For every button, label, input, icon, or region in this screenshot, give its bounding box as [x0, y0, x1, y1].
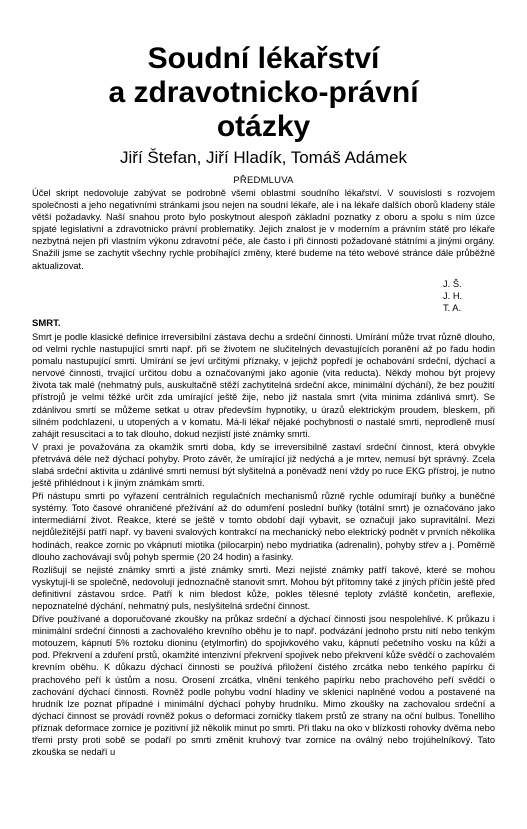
title-line-1: Soudní lékařství: [147, 42, 380, 75]
body-paragraph-2: V praxi je považována za okamžik smrti doba, kdy se irreversibilně zastaví srdeční činnost, která obvykle přetrvává déle než dýchací pohyby. Proto závěr, že umírající již nedýchá a je mrtev, nemusí být správný. Zcela slabá srdeční aktivita u zdánlivé smrti nemusí být slyšitelná a poněvadž není vždy po ruce EKG přístroj, je nutno ještě přihlédnout i k jiným známkám smrti.: [32, 441, 495, 489]
title-line-3: otázky: [216, 110, 311, 143]
body-paragraph-5: Dříve používané a doporučované zkoušky na průkaz srdeční a dýchací činnosti jsou nespolehlivé. K průkazu i minimální srdeční činnosti a zachovalého krevního oběhu je to např. podvázání jednoho prstu nití nebo tenkým motouzem, kápnutí 5% roztoku dioninu (etylmorfin) do spojivkového vaku, kápnutí pečetního vosku na kůži a pod. Překrvení a zduření prstů, okamžité intenzivní překrvení spojivek nebo překrvení kůže svědčí o zachovalém krevním oběhu. K důkazu dýchací činnosti se používá přiložení čistého zrcátka nebo tenkého papírku či prachového peří k ústům a nosu. Orosení zrcátka, vlnění tenkého papírku nebo prachového peří svědčí o zachování dýchací činnosti. Rovněž podle pohybu vodní hladiny ve sklenici naplněné vodou a postavené na hrudník lze poznat případné i minimální dýchací pohyby hrudníku. Mimo zkoušky na zachovalou srdeční a dýchací činnost se provádí rovněž pokus o deformaci zorničky tlakem prstů ze strany na oční bulbus. Tonelliho příznak deformace zornice je pozitivní již několik minut po smrti. Při tlaku na oko v blízkosti rohovky dvěma nebo třemi prsty proti sobě se podaří po smrti změnit kruhový tvar zornice na oválný nebo trojúhelníkový. Tato zkouška se nedaří u: [32, 614, 496, 758]
initial-1: J. Š.: [443, 278, 462, 289]
preface-heading: PŘEDMLUVA: [233, 175, 294, 186]
section-heading: SMRT.: [32, 317, 61, 329]
authors: Jiří Štefan, Jiří Hladík, Tomáš Adámek: [120, 148, 407, 167]
body-paragraph-4: Rozlišují se nejisté známky smrti a jisté známky smrti. Mezi nejisté známky patří takové, které se mohou vyskytují-li se společně, nedovolují jednoznačně stanovit smrt. Mohou být přítomny také z jiných příčin ještě před definitivní zástavou srdce. Patří k nim bledost kůže, pokles tělesné teploty zvláště končetin, areflexie, nepoznatelné dýchání, nehmatný puls, neslyšitelná srdeční činnost.: [32, 564, 496, 611]
title-line-2: a zdravotnicko-právní: [108, 76, 419, 109]
document-page: [0, 42, 527, 829]
preface-paragraph: Účel skript nedovoluje zabývat se podrobně všemi oblastmi soudního lékařství. V souvislosti s rozvojem společnosti a jeho negativními stránkami jsou nejen na soudní lékaře, ale i na lékaře dalších oborů kladeny stále větší požadavky. Naší snahou proto bylo poskytnout alespoň základní poznatky z oboru a spolu s ním úzce spjaté legislativní a zdravotnicko právní problematiky. Jejich znalost je v moderním a právním státě pro lékaře nezbytná nejen při vlastním výkonu zdravotní péče, ale často i při činnosti požadované státními a jinými orgány. Snažili jsme se zachytit všechny rychle probíhající změny, které budeme na této webové stránce dále průběžně aktualizovat.: [32, 188, 495, 271]
document-title: [32, 42, 495, 144]
body-paragraph-1: Smrt je podle klasické definice irreversibilní zástava dechu a srdeční činnosti. Umírání může trvat různě dlouho, od velmi rychle nastupující smrti např. při se životem ne slučitelných devastujících poranění až po řadu hodin pomalu nastupující smrti. Umírání se jeví určitými příznaky, v jejichž popředí je ochabování srdeční, dýchací a nervové činnosti, trvající určitou dobu a označovanými jako agonie (vita reducta). Někdy mohou být projevy života tak malé (nehmatný puls, auskultačně stěží zachytitelná srdeční akce, minimální dýchání), že bez použití přístrojů je velmi těžké určit zda umírající ještě žije, nebo již nastala smrt (vita minima zdánlivá smrt). Se zdánlivou smrtí se můžeme setkat u otrav především hypnotiky, u úrazů elektrickým proudem, bleskem, při silném podchlazení, u utopených a v komatu. Má-li lékař nějaké pochybnosti o nastalé smrti, neprodleně musí zahájit resuscitaci a to tak dlouho, dokud nezjistí jisté známky smrti.: [32, 331, 495, 439]
initial-3: T. A.: [443, 302, 462, 313]
body-paragraph-3: Při nástupu smrti po vyřazení centrálních regulačních mechanismů různě rychle odumírají buňky a buněčné systémy. Toto časové ohraničené přežívání až do odumření poslední buňky (totální smrt) je označováno jako intermediární život. Reakce, které se ještě v tomto období dají vybavit, se označují jako supravitální. Mezi nejdůležitější patří např. vy baveni svalových kontrakcí na mechanický nebo elektrický podnět v prvních několika hodinách, reakce zornic po vkápnutí miotika (pilocarpin) nebo mydriatika (adrenalin), pohyby střev a j. Poměrně dlouho zachovávají svůj pohyb spermie (20 24 hodin) a řasinky.: [32, 491, 495, 562]
author-initials: [443, 278, 483, 314]
initial-2: J. H.: [443, 290, 463, 301]
